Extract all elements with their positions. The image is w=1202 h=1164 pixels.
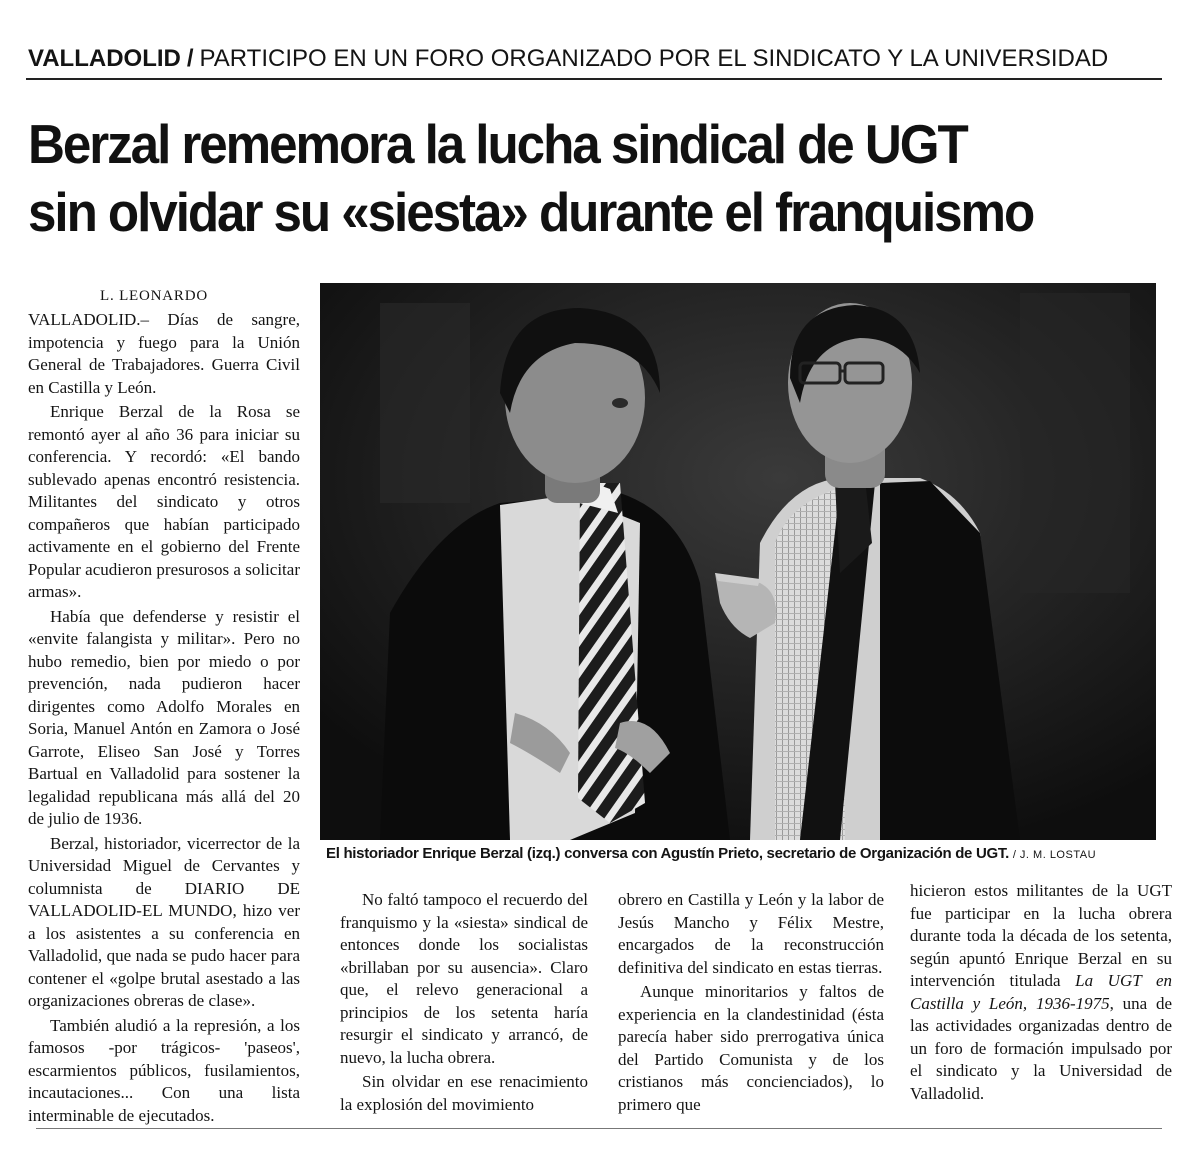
kicker-text: PARTICIPO EN UN FORO ORGANIZADO POR EL SINDICATO Y LA UNIVERSIDAD: [199, 45, 1109, 72]
article-paragraph: Berzal, historiador, vicerrector de la Universidad Miguel de Cervantes y columnista de DIARIO DE VALLADOLID-EL MUNDO, hizo ver a los asistentes a su conferencia en Valladolid, que nada se pudo hacer para contener el «golpe brutal asestado a las organizaciones obreras de clase».: [28, 833, 300, 1010]
headline-line-1: Berzal rememora la lucha sindical de UGT: [28, 113, 967, 175]
article-paragraph: obrero en Castilla y León y la labor de Jesús Mancho y Félix Mestre, encargados de la reconstrucción definitiva del sindicato en estas tierras.: [618, 890, 884, 977]
bottom-rule: [36, 1128, 1162, 1129]
conference-title: La UGT en Castilla y León, 1936-1975: [910, 971, 1173, 1013]
headline-line-2: sin olvidar su «siesta» durante el franquismo: [28, 181, 1034, 243]
article-paragraph: Había que defenderse y resistir el «envite falangista y militar». Pero no hubo remedio, bien por miedo o por prevención, nada pudieron hacer dirigentes como Adolfo Morales en Soria, Manuel Antón en Zamora o José Garrote, Eliseo San José y Torres Bartual en Valladolid para sostener la legalidad republicana más allá del 20 de julio de 1936.: [28, 606, 300, 828]
byline: L. LEONARDO: [100, 288, 208, 304]
section-kicker: [28, 44, 1168, 74]
photo-caption: [326, 845, 1166, 862]
article-paragraph: También aludió a la represión, a los famosos -por trágicos- 'paseos', escarmientos públicos, fusilamientos, incautaciones... Con una lista interminable de ejecutados.: [28, 1015, 300, 1125]
article-photo: [320, 283, 1156, 840]
photo-illustration: [320, 283, 1156, 840]
article-column-1: [28, 309, 300, 1127]
kicker-location: VALLADOLID: [28, 45, 181, 72]
article-paragraph: [910, 880, 1172, 1105]
article-text: , una de las actividades organizadas dentro de un foro de formación impulsado por el sindicato y la Universidad de Valladolid.: [910, 993, 1173, 1103]
article-column-4: [910, 880, 1172, 1105]
article-column-2: [340, 889, 588, 1116]
article-text: hicieron estos militantes de la UGT fue participar en la lucha obrera durante toda la década de los setenta, según apuntó Enrique Berzal en su intervención titulada: [910, 881, 1172, 990]
photo-credit: / J. M. LOSTAU: [1012, 849, 1097, 861]
kicker-separator: /: [186, 45, 194, 72]
headline: [28, 110, 1098, 246]
top-rule: [26, 78, 1162, 80]
caption-text: El historiador Enrique Berzal (izq.) conversa con Agustín Prieto, secretario de Organización de UGT.: [326, 845, 1009, 862]
article-paragraph: No faltó tampoco el recuerdo del franquismo y la «siesta» sindical de entonces donde los socialistas «brillaban por su ausencia». Claro que, el relevo generacional a principios de los setenta haría resurgir el sindicato y arrancó, de nuevo, la lucha obrera.: [340, 890, 588, 1067]
article-paragraph: Aunque minoritarios y faltos de experiencia en la clandestinidad (ésta parecía haber sido prerrogativa única del Partido Comunista y de los cristianos más concienciados), lo primero que: [618, 982, 884, 1114]
article-paragraph: VALLADOLID.– Días de sangre, impotencia y fuego para la Unión General de Trabajadores. Guerra Civil en Castilla y León.: [28, 310, 300, 397]
article-paragraph: Sin olvidar en ese renacimiento la explosión del movimiento: [340, 1072, 588, 1114]
article-column-3: [618, 889, 884, 1116]
article-paragraph: Enrique Berzal de la Rosa se remontó ayer al año 36 para iniciar su conferencia. Y recordó: «El bando sublevado apenas encontró resistencia. Militantes del sindicato y otros compañeros que habían participado activamente en el gobierno del Frente Popular acudieron presurosos a solicitar armas».: [28, 402, 300, 601]
